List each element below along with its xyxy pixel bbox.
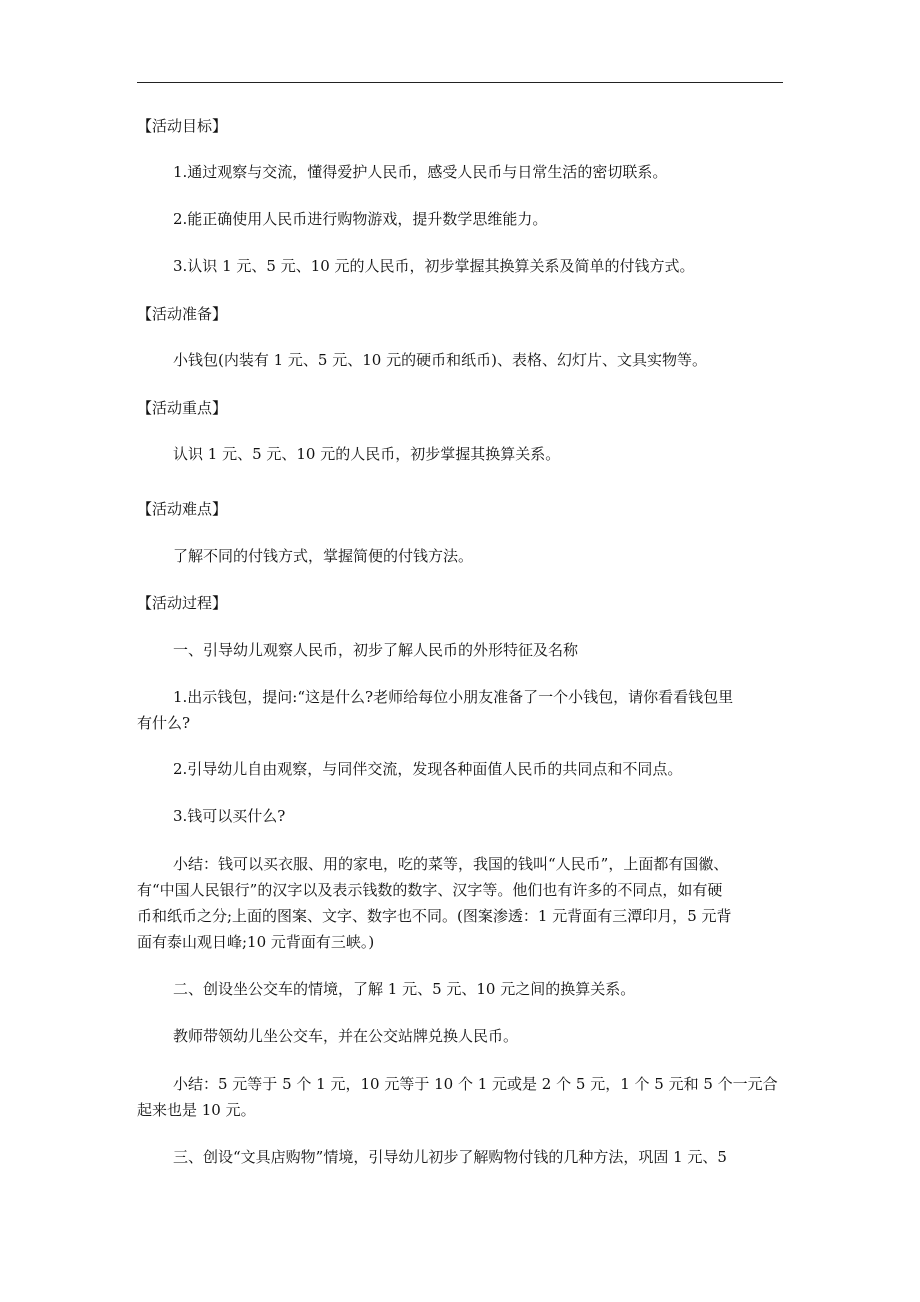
header-rule	[137, 82, 783, 83]
goal-item-2: 2.能正确使用人民币进行购物游戏，提升数学思维能力。	[173, 210, 548, 228]
process-part2-text: 教师带领幼儿坐公交车，并在公交站牌兑换人民币。	[173, 1027, 519, 1045]
process-part3-title: 三、创设“文具店购物”情境，引导幼儿初步了解购物付钱的几种方法，巩固 1 元、5	[173, 1148, 727, 1166]
preparation-heading: 【活动准备】	[137, 305, 228, 323]
summary1-line4: 面有泰山观日峰;10 元背面有三峡。)	[137, 933, 375, 951]
process-p1-line1: 1.出示钱包，提问:“这是什么?老师给每位小朋友准备了一个小钱包，请你看看钱包里	[173, 688, 734, 706]
difficulty-text: 了解不同的付钱方式，掌握简便的付钱方法。	[173, 547, 474, 565]
key-point-heading: 【活动重点】	[137, 399, 228, 417]
process-heading: 【活动过程】	[137, 594, 228, 612]
summary2-line2: 起来也是 10 元。	[137, 1101, 256, 1119]
difficulty-heading: 【活动难点】	[137, 500, 228, 518]
key-point-text: 认识 1 元、5 元、10 元的人民币，初步掌握其换算关系。	[173, 445, 561, 463]
process-p2: 2.引导幼儿自由观察，与同伴交流，发现各种面值人民币的共同点和不同点。	[173, 760, 683, 778]
summary2-line1: 小结：5 元等于 5 个 1 元，10 元等于 10 个 1 元或是 2 个 5 元，1 个 5 元和 5 个一元合	[173, 1075, 778, 1093]
process-p3: 3.钱可以买什么?	[173, 807, 286, 825]
summary1-line2: 有“中国人民银行”的汉字以及表示钱数的数字、汉字等。他们也有许多的不同点，如有硬	[137, 881, 723, 899]
preparation-text: 小钱包(内装有 1 元、5 元、10 元的硬币和纸币)、表格、幻灯片、文具实物等。	[173, 351, 707, 369]
summary1-line1: 小结：钱可以买衣服、用的家电，吃的菜等，我国的钱叫“人民币”，上面都有国徽、	[173, 855, 729, 873]
process-p1-line2: 有什么?	[137, 714, 191, 732]
process-part2-title: 二、创设坐公交车的情境，了解 1 元、5 元、10 元之间的换算关系。	[173, 980, 636, 998]
goal-item-1: 1.通过观察与交流，懂得爱护人民币，感受人民币与日常生活的密切联系。	[173, 163, 668, 181]
process-part1-title: 一、引导幼儿观察人民币，初步了解人民币的外形特征及名称	[173, 641, 579, 659]
summary1-line3: 币和纸币之分;上面的图案、文字、数字也不同。(图案渗透：1 元背面有三潭印月，5 元背	[137, 907, 732, 925]
goals-heading: 【活动目标】	[137, 117, 228, 135]
goal-item-3: 3.认识 1 元、5 元、10 元的人民币，初步掌握其换算关系及简单的付钱方式。	[173, 257, 695, 275]
